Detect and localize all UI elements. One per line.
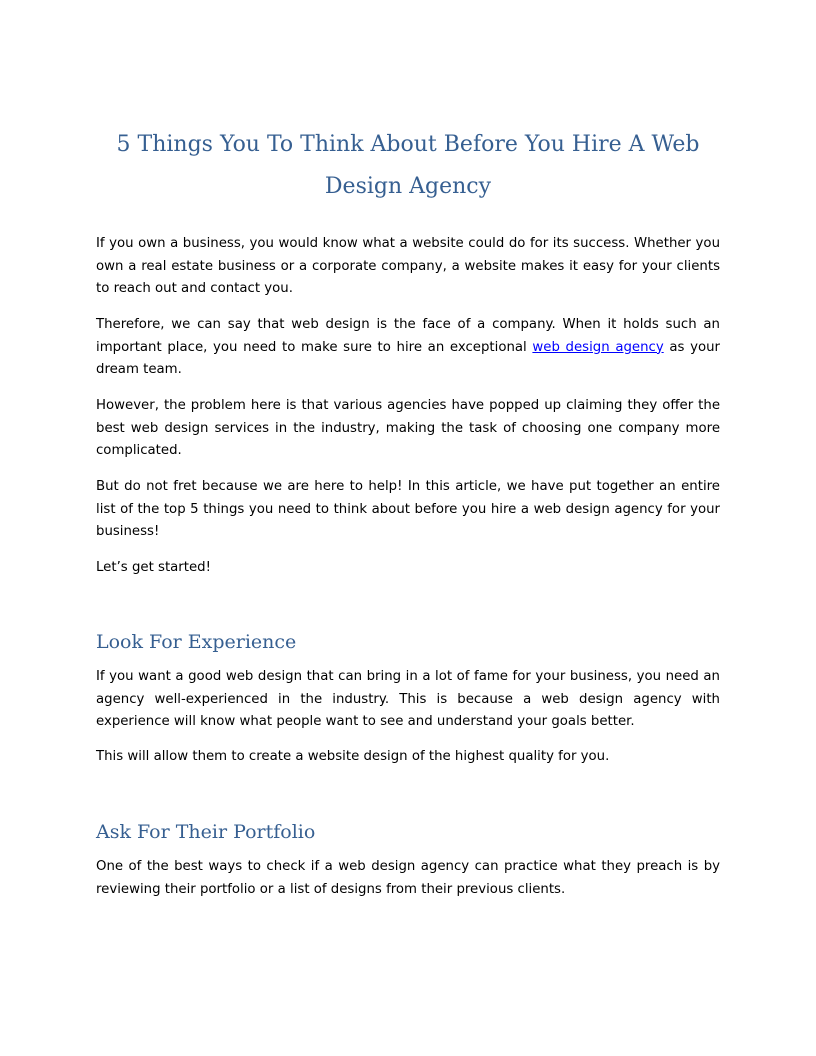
intro-paragraph-2-text-start: Therefore, we can say that web design is the face of a company. When it holds such an important place, you need to make sure to hire an exceptional: [96, 317, 720, 355]
experience-paragraph-2: This will allow them to create a website design of the highest quality for you.: [96, 749, 610, 764]
intro-paragraph-1: If you own a business, you would know what a website could do for its success. Whether you own a real estate business or a corporate company, a website makes it easy for your clients to reach out and contact you.: [96, 236, 720, 296]
intro-paragraph-3: However, the problem here is that various agencies have popped up claiming they offer the best web design services in the industry, making the task of choosing one company more complicated.: [96, 398, 720, 458]
intro-paragraph-2: [96, 314, 720, 382]
portfolio-paragraph-1: One of the best ways to check if a web design agency can practice what they preach is by reviewing their portfolio or a list of designs from their previous clients.: [96, 859, 720, 897]
section-heading-portfolio: Ask For Their Portfolio: [96, 821, 316, 843]
intro-paragraph-2-text-end: as your dream team.: [96, 339, 720, 377]
experience-paragraph-1: If you want a good web design that can bring in a lot of fame for your business, you need an agency well-experienced in the industry. This is because a web design agency with experience will know what people want to see and understand your goals better.: [96, 669, 720, 729]
web-design-agency-link[interactable]: web design agency: [532, 339, 664, 355]
section-heading-experience: Look For Experience: [96, 631, 297, 653]
document-title: 5 Things You To Think About Before You Hire A Web Design Agency: [116, 132, 700, 199]
intro-paragraph-5: Let’s get started!: [96, 560, 211, 575]
intro-paragraph-4: But do not fret because we are here to help! In this article, we have put together an entire list of the top 5 things you need to think about before you hire a web design agency for your business!: [96, 479, 720, 539]
